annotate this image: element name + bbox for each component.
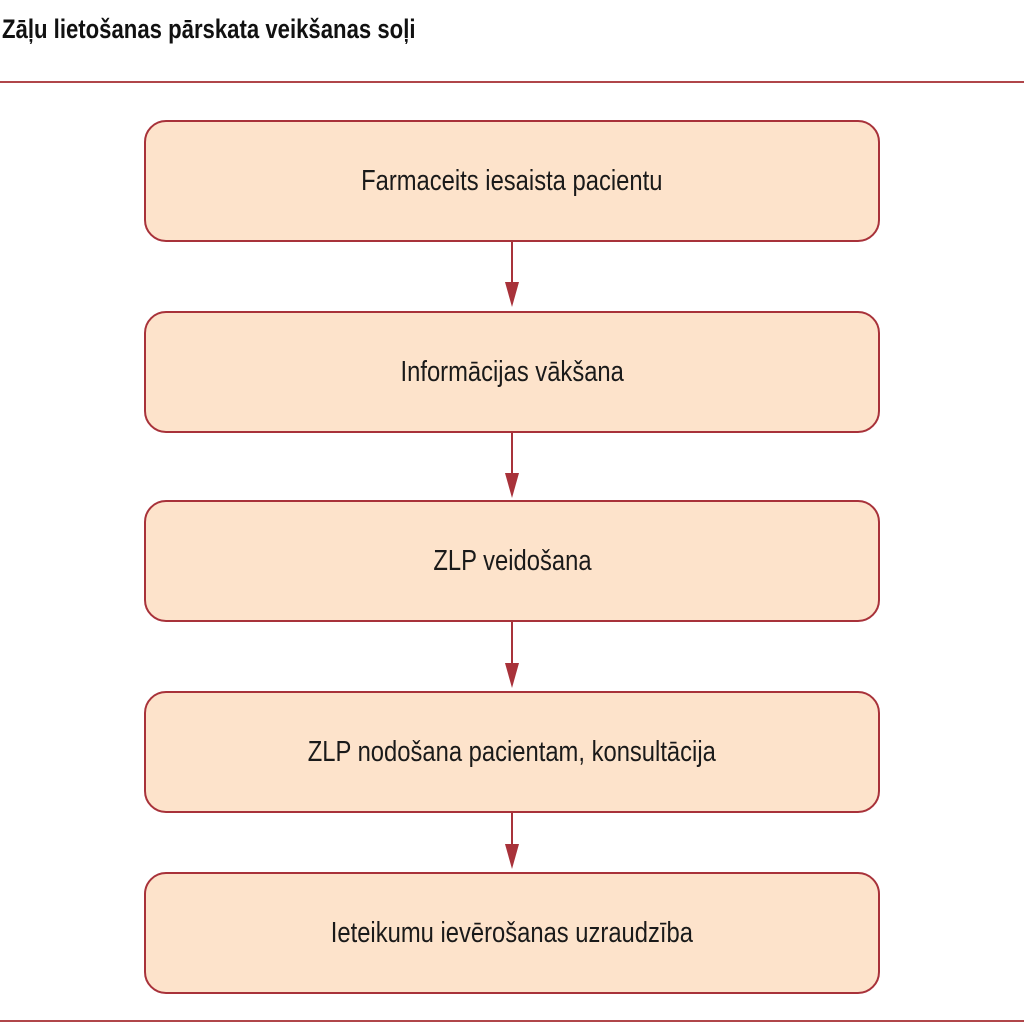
step-box-4 [144,691,880,813]
step-label-2: Informācijas vākšana [400,355,624,388]
step-label-5: Ieteikumu ievērošanas uzraudzība [330,916,694,949]
step-box-2 [144,311,880,433]
arrow-3-4 [505,622,519,688]
bottom-divider [0,1020,1024,1022]
diagram-title: Zāļu lietošanas pārskata veikšanas soļi [2,14,416,44]
step-box-3 [144,500,880,622]
step-label-4: ZLP nodošana pacientam, konsultācija [307,735,717,768]
step-label-3: ZLP veidošana [432,544,592,577]
step-box-1 [144,120,880,242]
arrow-2-3 [505,433,519,498]
arrow-4-5 [505,813,519,869]
step-box-5 [144,872,880,994]
top-divider [0,81,1024,83]
arrow-1-2 [505,242,519,307]
step-label-1: Farmaceits iesaista pacientu [361,164,663,197]
